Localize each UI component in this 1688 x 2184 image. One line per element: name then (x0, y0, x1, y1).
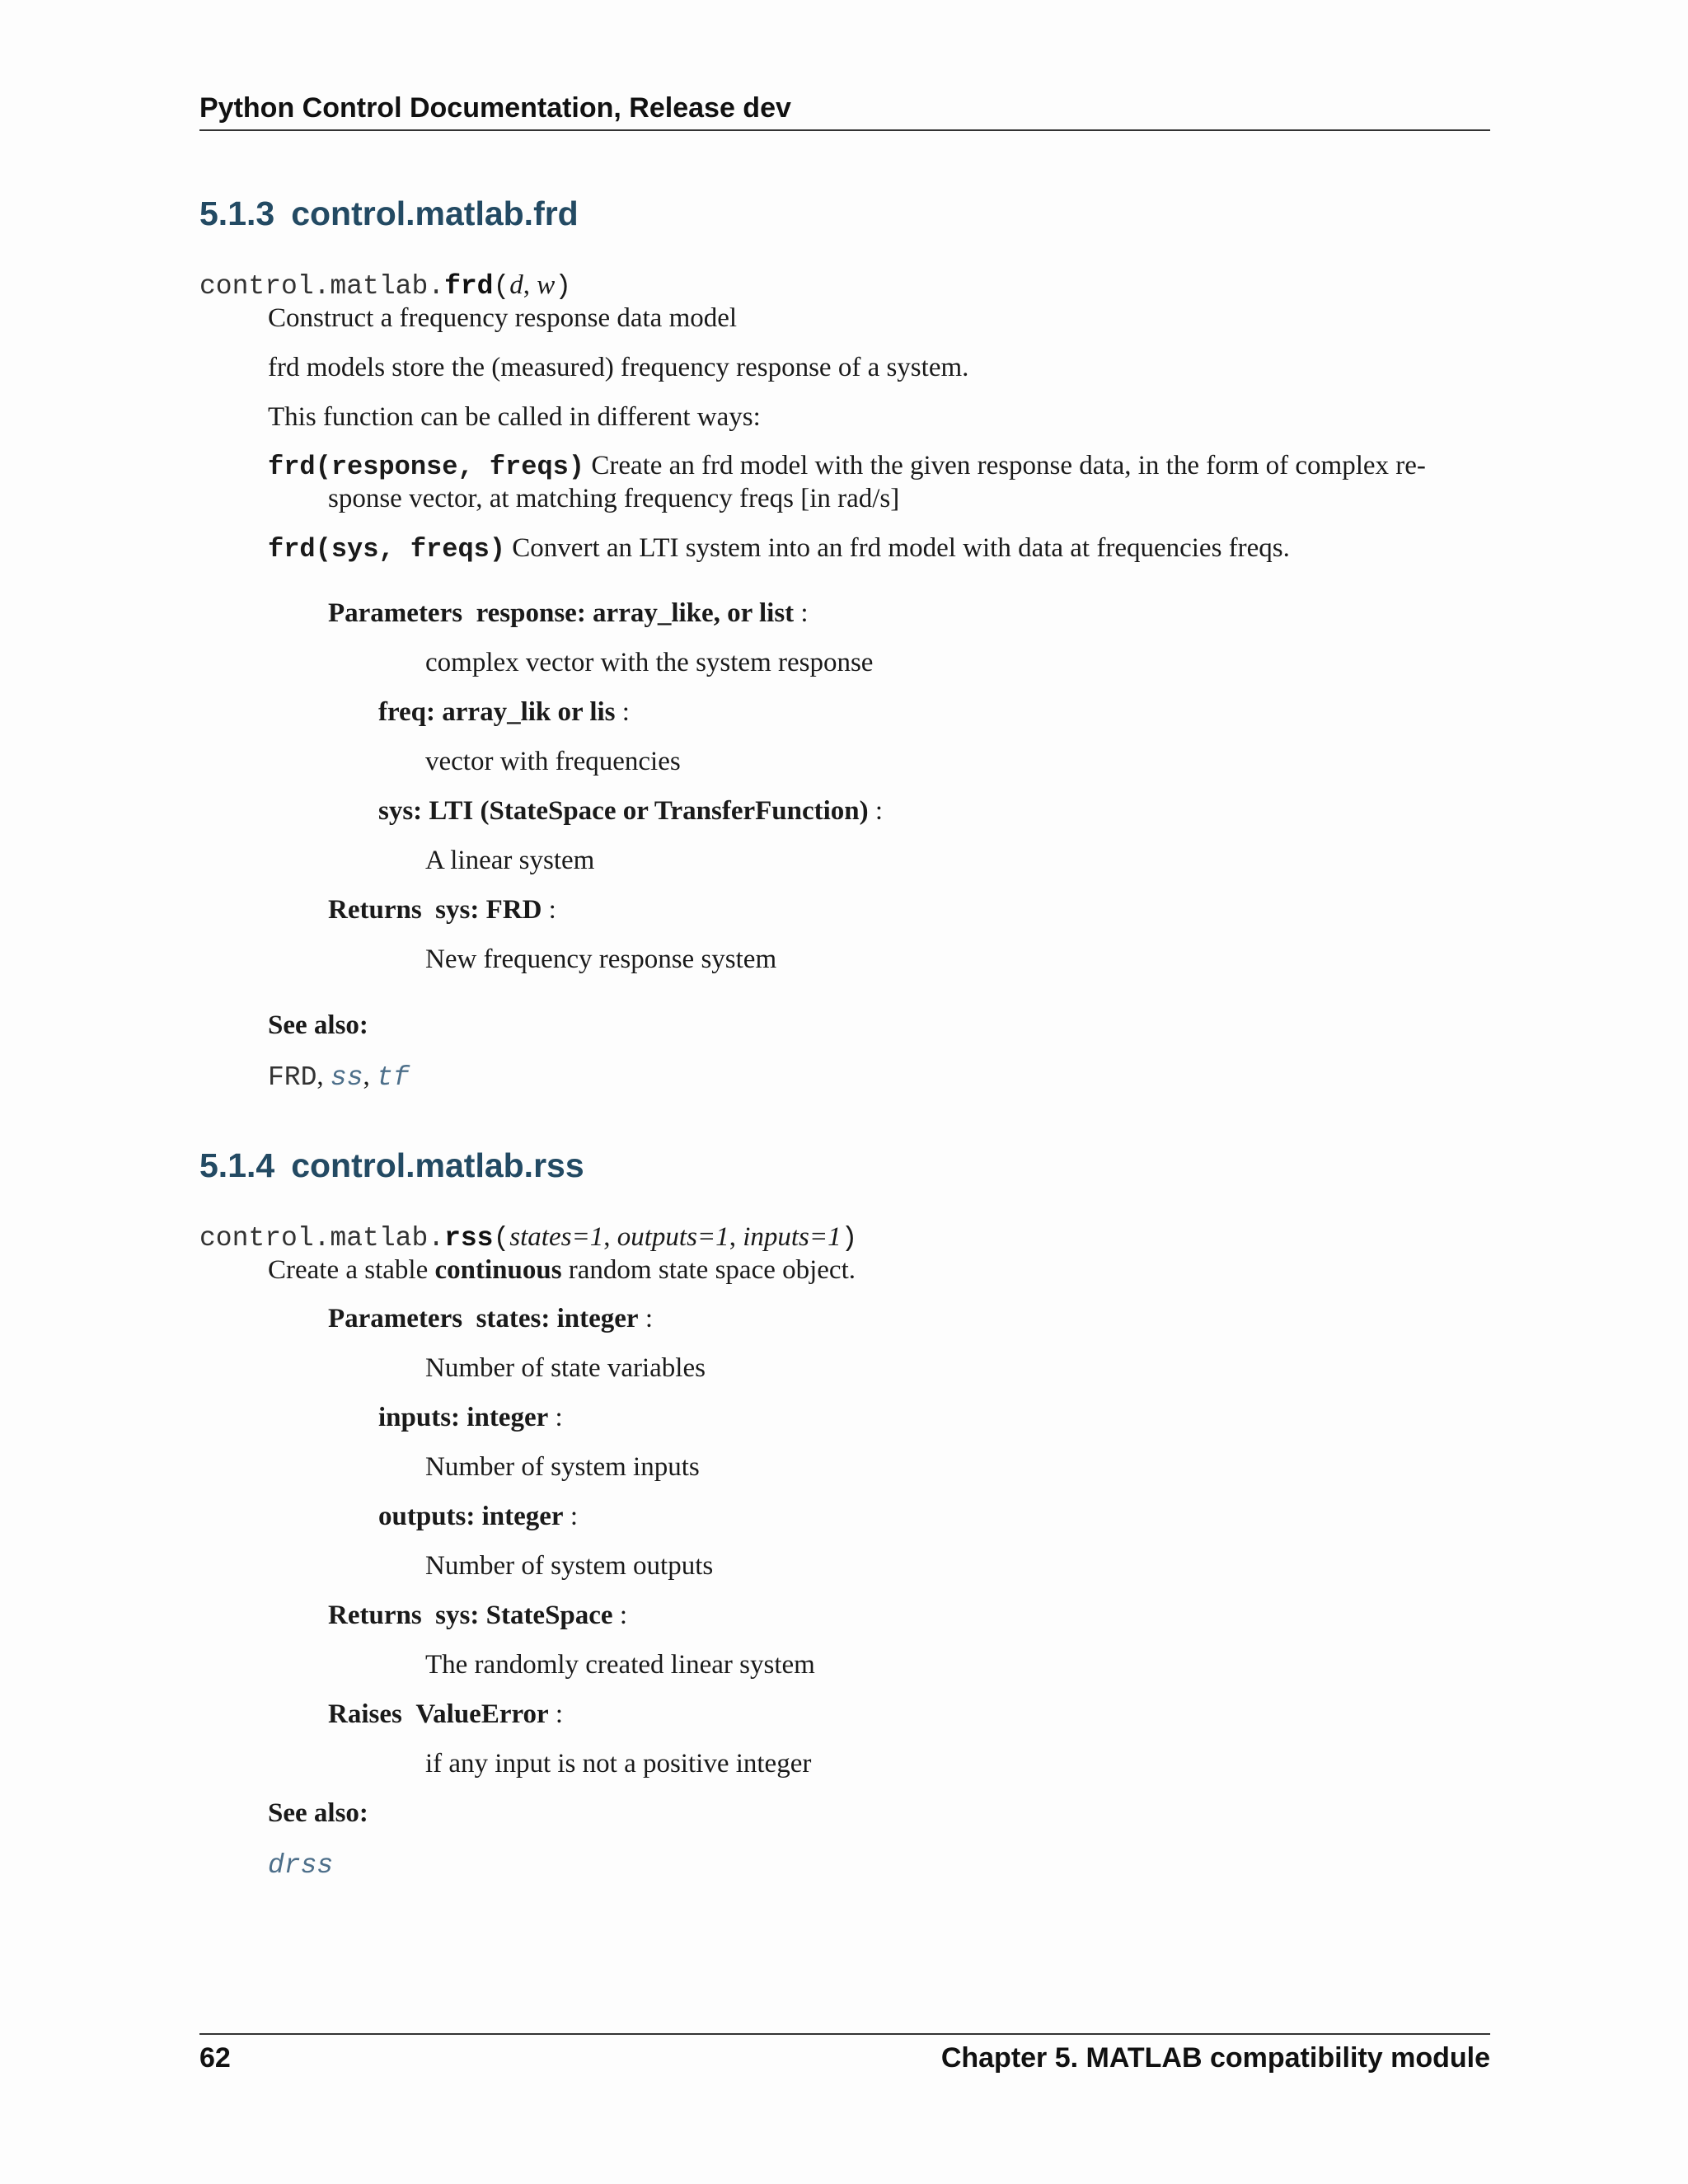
footer-rule (199, 2033, 1490, 2035)
signature-module-prefix: control.matlab. (199, 271, 445, 302)
description-emphasis: continuous (434, 1255, 562, 1285)
param-name: states: integer (476, 1304, 639, 1333)
field-label: Raises (328, 1699, 402, 1729)
header-rule (199, 129, 1490, 131)
signature-arg: d (509, 270, 523, 300)
section-title: control.matlab.frd (291, 194, 579, 232)
signature-arg: states=1 (509, 1222, 604, 1252)
signature-arg: w (537, 270, 556, 300)
param-name: inputs: integer (378, 1403, 549, 1432)
call-form-text: Create an frd model with the given response data, in the form of complex re- (591, 451, 1426, 480)
section-heading-frd (199, 194, 579, 233)
call-form-text-continued: sponse vector, at matching frequency freqs [in rad/s] (328, 484, 900, 513)
field-label: Parameters (328, 1304, 463, 1333)
param-name: response: array_like, or list (476, 598, 795, 628)
param-name: freq: array_lik or lis (378, 697, 616, 727)
section-title: control.matlab.rss (291, 1146, 584, 1184)
running-header: Python Control Documentation, Release dev (199, 92, 791, 124)
return-name: sys: StateSpace (435, 1601, 613, 1630)
exception-name: ValueError (415, 1699, 549, 1729)
section-heading-rss (199, 1146, 584, 1185)
param-desc: A linear system (425, 846, 595, 875)
section-number: 5.1.4 (199, 1146, 275, 1184)
exception-desc: if any input is not a positive integer (425, 1749, 812, 1779)
see-also-link[interactable]: tf (377, 1062, 410, 1093)
description-text: Create a stable (268, 1255, 435, 1285)
raises-row: Raises ValueError : (328, 1699, 564, 1729)
param-desc: Number of system inputs (425, 1452, 700, 1482)
signature-module-prefix: control.matlab. (199, 1223, 445, 1254)
param-desc: complex vector with the system response (425, 648, 874, 677)
signature-function-name: rss (444, 1223, 494, 1254)
param-row: inputs: integer : (378, 1403, 563, 1432)
see-also-link[interactable]: drss (268, 1850, 334, 1881)
field-label: Parameters (328, 598, 463, 628)
function-signature-rss: control.matlab.rss(states=1, outputs=1, inputs=1) (199, 1222, 858, 1254)
description-line (268, 1254, 856, 1286)
chapter-title: Chapter 5. MATLAB compatibility module (940, 2042, 1490, 2074)
return-desc: New frequency response system (425, 944, 777, 974)
param-desc: vector with frequencies (425, 747, 681, 776)
returns-row: Returns sys: FRD : (328, 895, 556, 925)
param-name: outputs: integer (378, 1502, 564, 1531)
param-name: sys: LTI (StateSpace or TransferFunction) (378, 796, 869, 826)
see-also-list: FRD, ss, tf (268, 1062, 410, 1093)
see-also-label: See also: (268, 1010, 368, 1040)
call-form-2 (268, 532, 1290, 566)
param-row: sys: LTI (StateSpace or TransferFunction) : (378, 796, 884, 826)
see-also-link[interactable]: ss (330, 1062, 363, 1093)
description-text: random state space object. (561, 1255, 856, 1285)
param-row: Parameters response: array_like, or list : (328, 598, 809, 628)
page-number: 62 (199, 2042, 231, 2074)
section-number: 5.1.3 (199, 194, 275, 232)
signature-arg: inputs=1 (743, 1222, 842, 1252)
call-form-text: Convert an LTI system into an frd model with data at frequencies freqs. (512, 533, 1290, 563)
call-form-code: frd(sys, freqs) (268, 534, 506, 565)
see-also-list (268, 1848, 333, 1882)
param-row: freq: array_lik or lis : (378, 697, 630, 727)
call-form-1 (268, 449, 1426, 484)
field-label: Returns (328, 1601, 422, 1630)
returns-row: Returns sys: StateSpace : (328, 1601, 627, 1630)
param-desc: Number of state variables (425, 1353, 706, 1383)
description-line: frd models store the (measured) frequency response of a system. (268, 353, 969, 382)
description-line: This function can be called in different ways: (268, 402, 761, 432)
see-also-label: See also: (268, 1798, 368, 1828)
return-desc: The randomly created linear system (425, 1650, 815, 1680)
description-line: Construct a frequency response data model (268, 303, 738, 333)
call-form-code: frd(response, freqs) (268, 452, 585, 482)
param-row: Parameters states: integer : (328, 1304, 654, 1333)
param-row: outputs: integer : (378, 1502, 578, 1531)
function-signature-frd: control.matlab.frd(d, w) (199, 270, 572, 302)
signature-function-name: frd (444, 271, 494, 302)
field-label: Returns (328, 895, 422, 925)
see-also-item: FRD (268, 1062, 317, 1093)
return-name: sys: FRD (435, 895, 542, 925)
signature-arg: outputs=1 (617, 1222, 729, 1252)
param-desc: Number of system outputs (425, 1551, 714, 1581)
